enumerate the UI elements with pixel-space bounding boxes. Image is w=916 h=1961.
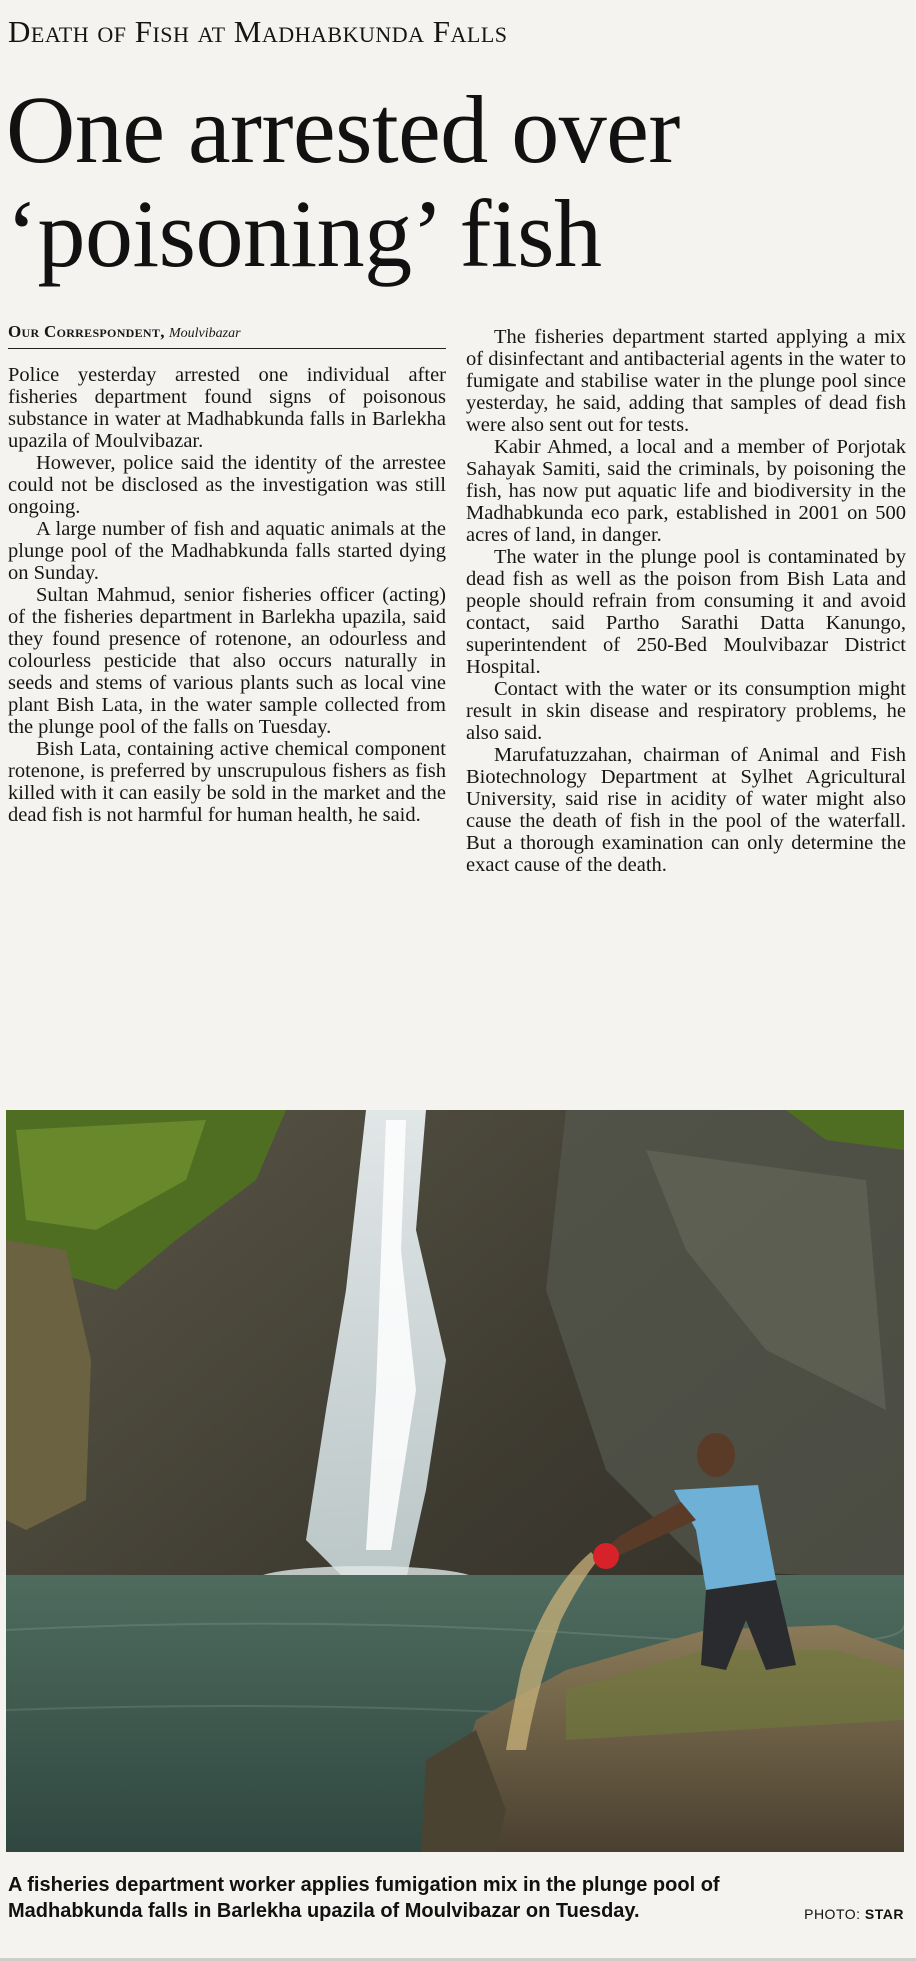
article-kicker: Death of Fish at Madhabkunda Falls bbox=[8, 14, 508, 49]
paragraph: Marufatuzzahan, chairman of Animal and Fish Biotechnology Department at Sylhet Agricultural University, said rise in acidity of water might also cause the death of fish in the pool of the waterfall. But a thorough examination can only determine the exact cause of the death. bbox=[466, 744, 906, 876]
article-column-left bbox=[8, 364, 446, 826]
paragraph: Police yesterday arrested one individual after fisheries department found signs of poisonous substance in water at Madhabkunda falls in Barlekha upazila of Moulvibazar. bbox=[8, 364, 446, 452]
byline bbox=[8, 322, 446, 349]
paragraph: Sultan Mahmud, senior fisheries officer (acting) of the fisheries department in Barlekha upazila, said they found presence of rotenone, an odourless and colourless pesticide that also occurs naturally in seeds and stems of various plants such as local vine plant Bish Lata, in the water sample collected from the plunge pool of the falls on Tuesday. bbox=[8, 584, 446, 738]
article-headline bbox=[6, 78, 906, 286]
red-scoop bbox=[593, 1543, 619, 1569]
worker-head bbox=[697, 1433, 735, 1477]
waterfall-photo bbox=[6, 1110, 904, 1852]
byline-name: Our Correspondent, bbox=[8, 322, 165, 341]
paragraph: The water in the plunge pool is contaminated by dead fish as well as the poison from Bish Lata and people should refrain from consuming it and avoid contact, said Partho Sarathi Datta Kanungo, superintendent of 250-Bed Moulvibazar District Hospital. bbox=[466, 546, 906, 678]
paragraph: A large number of fish and aquatic animals at the plunge pool of the Madhabkunda falls started dying on Sunday. bbox=[8, 518, 446, 584]
waterfall-illustration bbox=[6, 1110, 904, 1852]
paragraph: Contact with the water or its consumption might result in skin disease and respiratory problems, he also said. bbox=[466, 678, 906, 744]
headline-line-2: ‘poisoning’ fish bbox=[6, 180, 602, 287]
photo-caption: A fisheries department worker applies fumigation mix in the plunge pool of Madhabkunda falls in Barlekha upazila of Moulvibazar on Tuesday. bbox=[8, 1874, 720, 1922]
paragraph: However, police said the identity of the arrestee could not be disclosed as the investigation was still ongoing. bbox=[8, 452, 446, 518]
photo-credit bbox=[804, 1906, 904, 1922]
byline-place: Moulvibazar bbox=[169, 326, 241, 341]
article-column-right bbox=[466, 326, 906, 876]
photo-credit-source: STAR bbox=[864, 1906, 904, 1922]
paragraph: The fisheries department started applying a mix of disinfectant and antibacterial agents in the water to fumigate and stabilise water in the plunge pool since yesterday, he said, adding that samples of dead fish were also sent out for tests. bbox=[466, 326, 906, 436]
paragraph: Bish Lata, containing active chemical component rotenone, is preferred by unscrupulous fishers as fish killed with it can easily be sold in the market and the dead fish is not harmful for human health, he said. bbox=[8, 738, 446, 826]
headline-line-1: One arrested over bbox=[6, 76, 680, 183]
photo-credit-label: PHOTO: bbox=[804, 1906, 861, 1922]
paragraph: Kabir Ahmed, a local and a member of Porjotak Sahayak Samiti, said the criminals, by poisoning the fish, has now put aquatic life and biodiversity in the Madhabkunda eco park, established in 2001 on 500 acres of land, in danger. bbox=[466, 436, 906, 546]
